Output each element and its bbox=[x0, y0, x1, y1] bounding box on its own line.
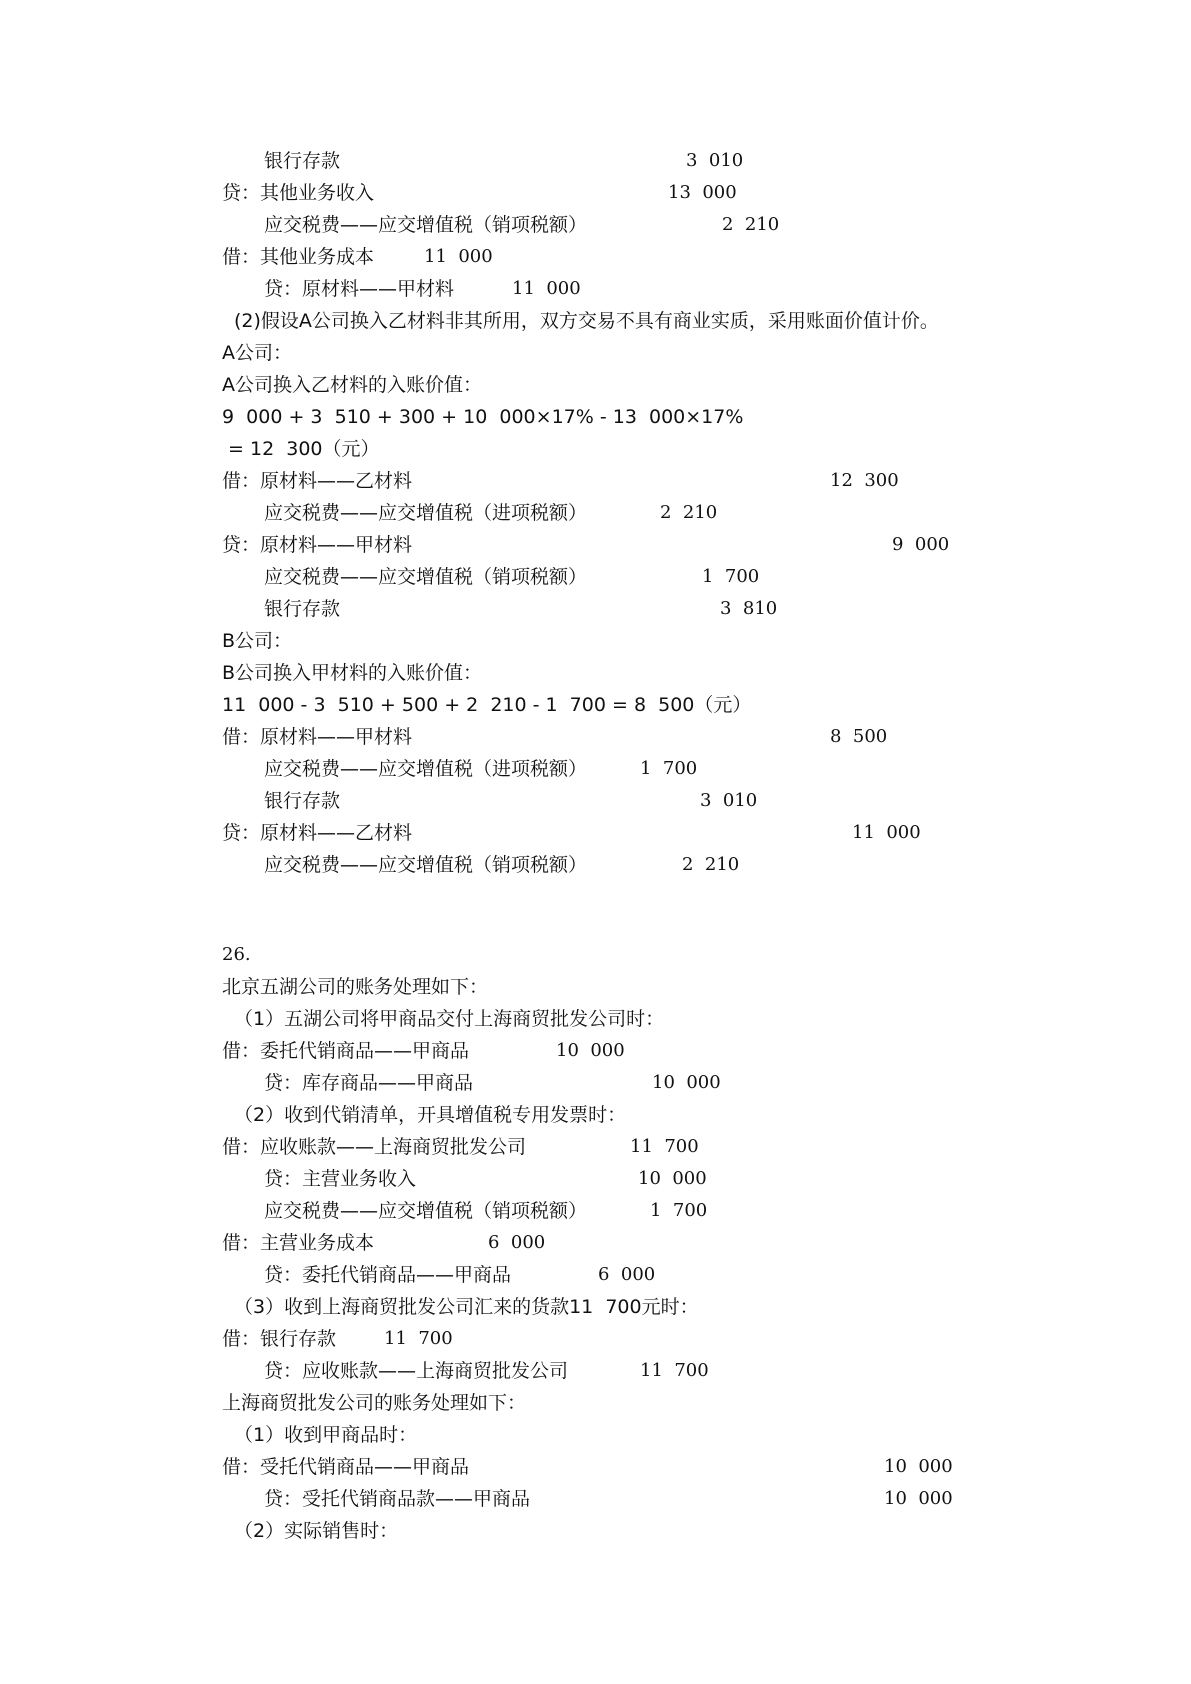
step-heading bbox=[0, 1292, 1191, 1322]
entry-amount: 2 210 bbox=[660, 502, 718, 523]
entry-amount: 11 700 bbox=[630, 1136, 699, 1157]
entry-amount: 3 810 bbox=[720, 598, 778, 619]
paragraph-text: B公司： bbox=[222, 630, 293, 652]
entry-line bbox=[0, 242, 1191, 272]
entry-text: 借：应收账款——上海商贸批发公司 bbox=[222, 1136, 527, 1158]
entry-amount: 1 700 bbox=[640, 758, 698, 779]
entry-text: 借：原材料——甲材料 bbox=[222, 726, 413, 748]
paragraph-text: （2）实际销售时： bbox=[234, 1520, 399, 1542]
question-number-text: 26. bbox=[222, 944, 251, 965]
step-heading bbox=[0, 1420, 1191, 1450]
entry-line bbox=[0, 1260, 1191, 1290]
entry-line bbox=[0, 1068, 1191, 1098]
entry-line bbox=[0, 498, 1191, 528]
entry-amount: 11 700 bbox=[384, 1328, 453, 1349]
entry-text: 贷：原材料——乙材料 bbox=[222, 822, 413, 844]
entry-amount: 11 000 bbox=[512, 278, 581, 299]
entry-text: 借：银行存款 bbox=[222, 1328, 337, 1350]
entry-line bbox=[0, 1036, 1191, 1066]
step-heading bbox=[0, 1100, 1191, 1130]
paragraph-text: (2)假设A公司换入乙材料非其所用，双方交易不具有商业实质，采用账面价值计价。 bbox=[234, 310, 939, 332]
paragraph-text: （2）收到代销清单，开具增值税专用发票时： bbox=[234, 1104, 627, 1126]
paragraph-text: （1）五湖公司将甲商品交付上海商贸批发公司时： bbox=[234, 1008, 665, 1030]
entry-amount: 10 000 bbox=[884, 1456, 953, 1477]
entry-text: 银行存款 bbox=[264, 598, 341, 620]
entry-line bbox=[0, 1132, 1191, 1162]
entry-text: 贷：应收账款——上海商贸批发公司 bbox=[264, 1360, 569, 1382]
entry-amount: 6 000 bbox=[598, 1264, 656, 1285]
entry-text: 借：原材料——乙材料 bbox=[222, 470, 413, 492]
entry-line bbox=[0, 818, 1191, 848]
entry-amount: 10 000 bbox=[652, 1072, 721, 1093]
entry-line bbox=[0, 786, 1191, 816]
paragraph-line bbox=[0, 658, 1191, 688]
entry-text: 借：委托代销商品——甲商品 bbox=[222, 1040, 470, 1062]
entry-amount: 6 000 bbox=[488, 1232, 546, 1253]
entry-line bbox=[0, 530, 1191, 560]
company-label bbox=[0, 338, 1191, 368]
entry-text: 应交税费——应交增值税（销项税额） bbox=[264, 1200, 588, 1222]
entry-amount: 2 210 bbox=[722, 214, 780, 235]
step-heading bbox=[0, 1516, 1191, 1546]
entry-line bbox=[0, 1196, 1191, 1226]
entry-amount: 8 500 bbox=[830, 726, 888, 747]
entry-text: 应交税费——应交增值税（销项税额） bbox=[264, 214, 588, 236]
paragraph-text: B公司换入甲材料的入账价值： bbox=[222, 662, 483, 684]
paragraph-line bbox=[0, 972, 1191, 1002]
company-label bbox=[0, 626, 1191, 656]
section-heading bbox=[0, 306, 1191, 336]
paragraph-text: （1）收到甲商品时： bbox=[234, 1424, 418, 1446]
entry-amount: 2 210 bbox=[682, 854, 740, 875]
entry-line bbox=[0, 210, 1191, 240]
entry-amount: 3 010 bbox=[686, 150, 744, 171]
entry-line bbox=[0, 178, 1191, 208]
entry-line bbox=[0, 722, 1191, 752]
formula-text: 11 000 - 3 510 + 500 + 2 210 - 1 700 = 8 500（元） bbox=[222, 694, 752, 716]
entry-line bbox=[0, 1164, 1191, 1194]
entry-line bbox=[0, 850, 1191, 880]
entry-amount: 3 010 bbox=[700, 790, 758, 811]
entry-text: 贷：原材料——甲材料 bbox=[222, 534, 413, 556]
entry-amount: 10 000 bbox=[556, 1040, 625, 1061]
formula-text: 9 000 + 3 510 + 300 + 10 000×17% - 13 000×17% bbox=[222, 406, 744, 428]
entry-line bbox=[0, 1356, 1191, 1386]
formula-line bbox=[0, 402, 1191, 432]
entry-amount: 11 000 bbox=[852, 822, 921, 843]
entry-line bbox=[0, 1484, 1191, 1514]
entry-amount: 12 300 bbox=[830, 470, 899, 491]
paragraph-text: 北京五湖公司的账务处理如下： bbox=[222, 976, 489, 998]
entry-line bbox=[0, 466, 1191, 496]
paragraph-line bbox=[0, 1388, 1191, 1418]
entry-text: 应交税费——应交增值税（进项税额） bbox=[264, 502, 588, 524]
entry-text: 贷：原材料——甲材料 bbox=[264, 278, 455, 300]
formula-line bbox=[0, 690, 1191, 720]
entry-line bbox=[0, 594, 1191, 624]
entry-text: 借：其他业务成本 bbox=[222, 246, 375, 268]
entry-text: 应交税费——应交增值税（销项税额） bbox=[264, 566, 588, 588]
entry-amount: 11 700 bbox=[640, 1360, 709, 1381]
entry-line bbox=[0, 1228, 1191, 1258]
paragraph-line bbox=[0, 370, 1191, 400]
entry-text: 借：受托代销商品——甲商品 bbox=[222, 1456, 470, 1478]
entry-line bbox=[0, 754, 1191, 784]
entry-line bbox=[0, 146, 1191, 176]
entry-text: 贷：库存商品——甲商品 bbox=[264, 1072, 474, 1094]
step-heading bbox=[0, 1004, 1191, 1034]
entry-text: 借：主营业务成本 bbox=[222, 1232, 375, 1254]
entry-amount: 1 700 bbox=[702, 566, 760, 587]
entry-line bbox=[0, 562, 1191, 592]
entry-amount: 1 700 bbox=[650, 1200, 708, 1221]
entry-amount: 13 000 bbox=[668, 182, 737, 203]
entry-text: 贷：其他业务收入 bbox=[222, 182, 375, 204]
entry-text: 贷：主营业务收入 bbox=[264, 1168, 417, 1190]
entry-text: 贷：委托代销商品——甲商品 bbox=[264, 1264, 512, 1286]
paragraph-text: （3）收到上海商贸批发公司汇来的货款11 700元时： bbox=[234, 1296, 699, 1318]
entry-amount: 10 000 bbox=[638, 1168, 707, 1189]
entry-line bbox=[0, 1452, 1191, 1482]
formula-result bbox=[0, 434, 1191, 464]
entry-line bbox=[0, 274, 1191, 304]
entry-text: 银行存款 bbox=[264, 790, 341, 812]
entry-text: 银行存款 bbox=[264, 150, 341, 172]
entry-amount: 11 000 bbox=[424, 246, 493, 267]
entry-text: 应交税费——应交增值税（销项税额） bbox=[264, 854, 588, 876]
entry-amount: 9 000 bbox=[892, 534, 950, 555]
entry-line bbox=[0, 1324, 1191, 1354]
entry-text: 贷：受托代销商品款——甲商品 bbox=[264, 1488, 531, 1510]
entry-text: 应交税费——应交增值税（进项税额） bbox=[264, 758, 588, 780]
paragraph-text: A公司： bbox=[222, 342, 292, 364]
entry-amount: 10 000 bbox=[884, 1488, 953, 1509]
paragraph-text: A公司换入乙材料的入账价值： bbox=[222, 374, 482, 396]
paragraph-text: 上海商贸批发公司的账务处理如下： bbox=[222, 1392, 527, 1414]
formula-text: = 12 300（元） bbox=[222, 438, 380, 460]
question-number bbox=[0, 940, 1191, 970]
